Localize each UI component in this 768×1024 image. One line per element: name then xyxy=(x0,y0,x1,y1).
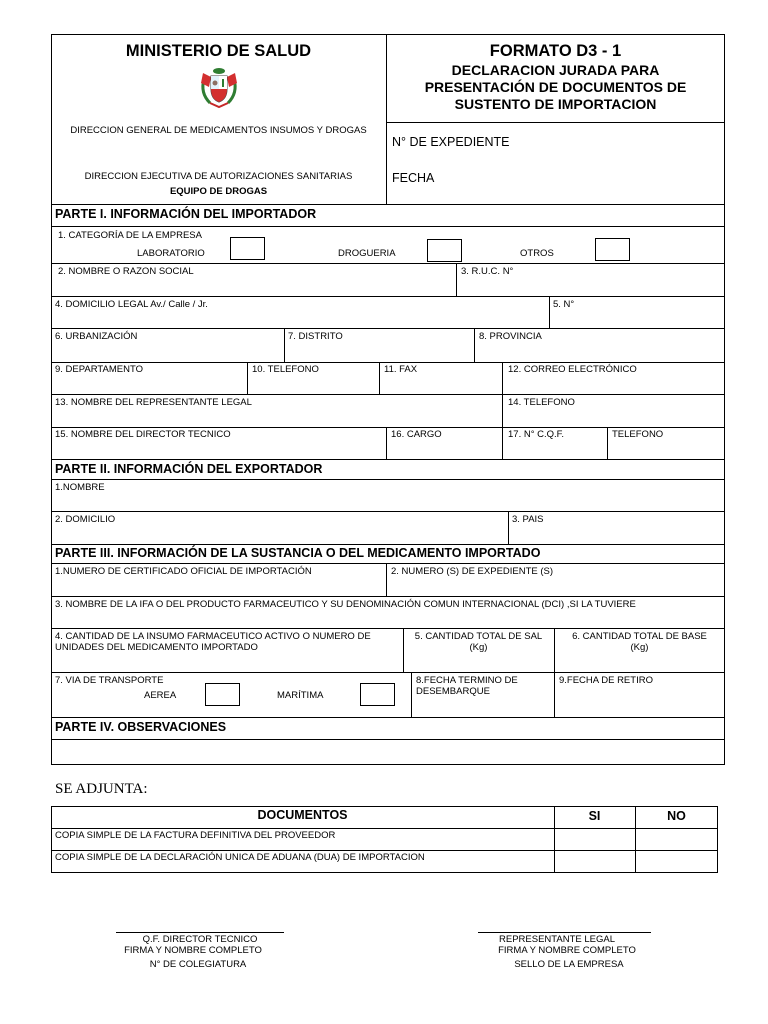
rule xyxy=(607,427,608,459)
ministry-title: MINISTERIO DE SALUD xyxy=(125,42,312,60)
expediente-field[interactable]: N° DE EXPEDIENTE xyxy=(392,135,510,149)
header-right-divider xyxy=(386,122,725,123)
rule xyxy=(411,672,412,717)
ruc-field[interactable]: 3. R.U.C. N° xyxy=(461,266,514,277)
signature-right-3: SELLO DE LA EMPRESA xyxy=(514,959,624,970)
part4-title: PARTE IV. OBSERVACIONES xyxy=(55,720,227,734)
rule xyxy=(508,511,509,544)
dua-no-cell[interactable] xyxy=(636,851,717,872)
rule xyxy=(386,427,387,459)
base-label-1[interactable]: 6. CANTIDAD TOTAL DE BASE xyxy=(572,631,707,642)
director-field[interactable]: 15. NOMBRE DEL DIRECTOR TECNICO xyxy=(55,429,231,440)
rule xyxy=(51,717,725,718)
signature-line-left[interactable] xyxy=(116,932,284,933)
expedientes-field[interactable]: 2. NUMERO (S) DE EXPEDIENTE (S) xyxy=(391,566,554,577)
cqf-field[interactable]: 17. N° C.Q.F. xyxy=(508,429,565,440)
otros-checkbox[interactable] xyxy=(595,238,630,261)
maritima-label: MARÍTIMA xyxy=(277,690,324,701)
signature-right-2: FIRMA Y NOMBRE COMPLETO xyxy=(498,945,636,956)
factura-si-cell[interactable] xyxy=(555,829,634,849)
signature-left-3: N° DE COLEGIATURA xyxy=(149,959,247,970)
exportador-domicilio-field[interactable]: 2. DOMICILIO xyxy=(55,514,116,525)
certificado-field[interactable]: 1.NUMERO DE CERTIFICADO OFICIAL DE IMPORTACIÓN xyxy=(55,566,312,577)
document-row-factura: COPIA SIMPLE DE LA FACTURA DEFINITIVA DEL PROVEEDOR xyxy=(55,830,336,841)
cantidad-field[interactable]: 4. CANTIDAD DE LA INSUMO FARMACEUTICO ACTIVO O NUMERO DE UNIDADES DEL MEDICAMENTO IMPORTADO xyxy=(55,631,371,653)
signature-left-2: FIRMA Y NOMBRE COMPLETO xyxy=(124,945,262,956)
formato-code: FORMATO D3 - 1 xyxy=(489,42,622,60)
rule xyxy=(51,362,725,363)
sal-label-1[interactable]: 5. CANTIDAD TOTAL DE SAL xyxy=(414,631,543,642)
dir-general-label: DIRECCION GENERAL DE MEDICAMENTOS INSUMOS Y DROGAS xyxy=(70,125,367,136)
fecha-field[interactable]: FECHA xyxy=(392,171,435,185)
rule xyxy=(51,263,725,264)
telefono-dt-field[interactable]: TELEFONO xyxy=(612,429,664,440)
rule xyxy=(379,362,380,394)
col-documentos: DOCUMENTOS xyxy=(257,808,348,822)
representante-field[interactable]: 13. NOMBRE DEL REPRESENTANTE LEGAL xyxy=(55,397,252,408)
categoria-label: 1. CATEGORÍA DE LA EMPRESA xyxy=(58,230,202,241)
maritima-checkbox[interactable] xyxy=(360,683,395,706)
cargo-field[interactable]: 16. CARGO xyxy=(391,429,442,440)
signature-line-right[interactable] xyxy=(478,932,651,933)
rule xyxy=(51,394,725,395)
departamento-field[interactable]: 9. DEPARTAMENTO xyxy=(55,364,143,375)
peru-coat-of-arms-icon xyxy=(196,65,242,109)
rule xyxy=(51,672,725,673)
retiro-field[interactable]: 9.FECHA DE RETIRO xyxy=(559,675,653,686)
rule xyxy=(51,596,725,597)
rule xyxy=(51,459,725,460)
rule xyxy=(51,511,725,512)
col-si: SI xyxy=(588,809,601,823)
domicilio-field[interactable]: 4. DOMICILIO LEGAL Av./ Calle / Jr. xyxy=(55,299,208,310)
provincia-field[interactable]: 8. PROVINCIA xyxy=(479,331,542,342)
telefono-field[interactable]: 10. TELEFONO xyxy=(252,364,319,375)
laboratorio-label: LABORATORIO xyxy=(137,248,205,259)
desembarque-label-2: DESEMBARQUE xyxy=(416,686,490,697)
drogueria-checkbox[interactable] xyxy=(427,239,462,262)
rule xyxy=(51,328,725,329)
equipo-label: EQUIPO DE DROGAS xyxy=(169,186,268,197)
rule xyxy=(549,296,550,328)
rule xyxy=(386,563,387,596)
ifa-field[interactable]: 3. NOMBRE DE LA IFA O DEL PRODUCTO FARMACEUTICO Y SU DENOMINACIÓN COMUN INTERNACIONAL (DCI) ,SI LA TUVIERE xyxy=(55,599,636,610)
rule xyxy=(51,226,725,227)
form-title-line-2: PRESENTACIÓN DE DOCUMENTOS DE xyxy=(424,79,687,95)
aerea-label: AEREA xyxy=(144,690,177,701)
telefono14-field[interactable]: 14. TELEFONO xyxy=(508,397,575,408)
factura-no-cell[interactable] xyxy=(636,829,717,849)
col-no: NO xyxy=(667,809,686,823)
otros-label: OTROS xyxy=(520,248,554,259)
adjunta-title: SE ADJUNTA: xyxy=(55,781,148,797)
urbanizacion-field[interactable]: 6. URBANIZACIÓN xyxy=(55,331,138,342)
observaciones-field[interactable] xyxy=(52,740,724,764)
laboratorio-checkbox[interactable] xyxy=(230,237,265,260)
nombre-field[interactable]: 2. NOMBRE O RAZON SOCIAL xyxy=(58,266,194,277)
desembarque-label-1[interactable]: 8.FECHA TERMINO DE xyxy=(416,675,518,686)
dua-si-cell[interactable] xyxy=(555,851,634,872)
header-bottom-border xyxy=(51,204,725,205)
rule xyxy=(502,427,503,459)
exportador-nombre-field[interactable]: 1.NOMBRE xyxy=(55,482,105,493)
drogueria-label: DROGUERIA xyxy=(338,248,396,259)
aerea-checkbox[interactable] xyxy=(205,683,240,706)
form-title-line-1: DECLARACION JURADA PARA xyxy=(451,62,660,78)
document-row-dua: COPIA SIMPLE DE LA DECLARACIÓN UNICA DE ADUANA (DUA) DE IMPORTACION xyxy=(55,852,425,863)
rule xyxy=(51,296,725,297)
base-label-2: (Kg) xyxy=(630,642,649,653)
rule xyxy=(51,427,725,428)
part1-title: PARTE I. INFORMACIÓN DEL IMPORTADOR xyxy=(55,207,317,221)
correo-field[interactable]: 12. CORREO ELECTRÓNICO xyxy=(508,364,637,375)
rule xyxy=(51,628,725,629)
rule xyxy=(247,362,248,394)
via-label: 7. VIA DE TRANSPORTE xyxy=(55,675,164,686)
part3-title: PARTE III. INFORMACIÓN DE LA SUSTANCIA O DEL MEDICAMENTO IMPORTADO xyxy=(55,546,541,560)
rule xyxy=(456,263,457,296)
rule xyxy=(51,479,725,480)
rule xyxy=(284,328,285,362)
rule xyxy=(51,563,725,564)
numero-field[interactable]: 5. N° xyxy=(553,299,575,310)
rule xyxy=(474,328,475,362)
distrito-field[interactable]: 7. DISTRITO xyxy=(288,331,343,342)
fax-field[interactable]: 11. FAX xyxy=(384,364,418,375)
dir-ejecutiva-label: DIRECCION EJECUTIVA DE AUTORIZACIONES SANITARIAS xyxy=(84,171,353,182)
sal-label-2: (Kg) xyxy=(469,642,488,653)
rule xyxy=(51,544,725,545)
form-title-line-3: SUSTENTO DE IMPORTACION xyxy=(454,96,657,112)
exportador-pais-field[interactable]: 3. PAIS xyxy=(512,514,544,525)
part2-title: PARTE II. INFORMACIÓN DEL EXPORTADOR xyxy=(55,462,323,476)
signature-right-1: REPRESENTANTE LEGAL xyxy=(499,934,615,945)
signature-left-1: Q.F. DIRECTOR TECNICO xyxy=(142,934,258,945)
